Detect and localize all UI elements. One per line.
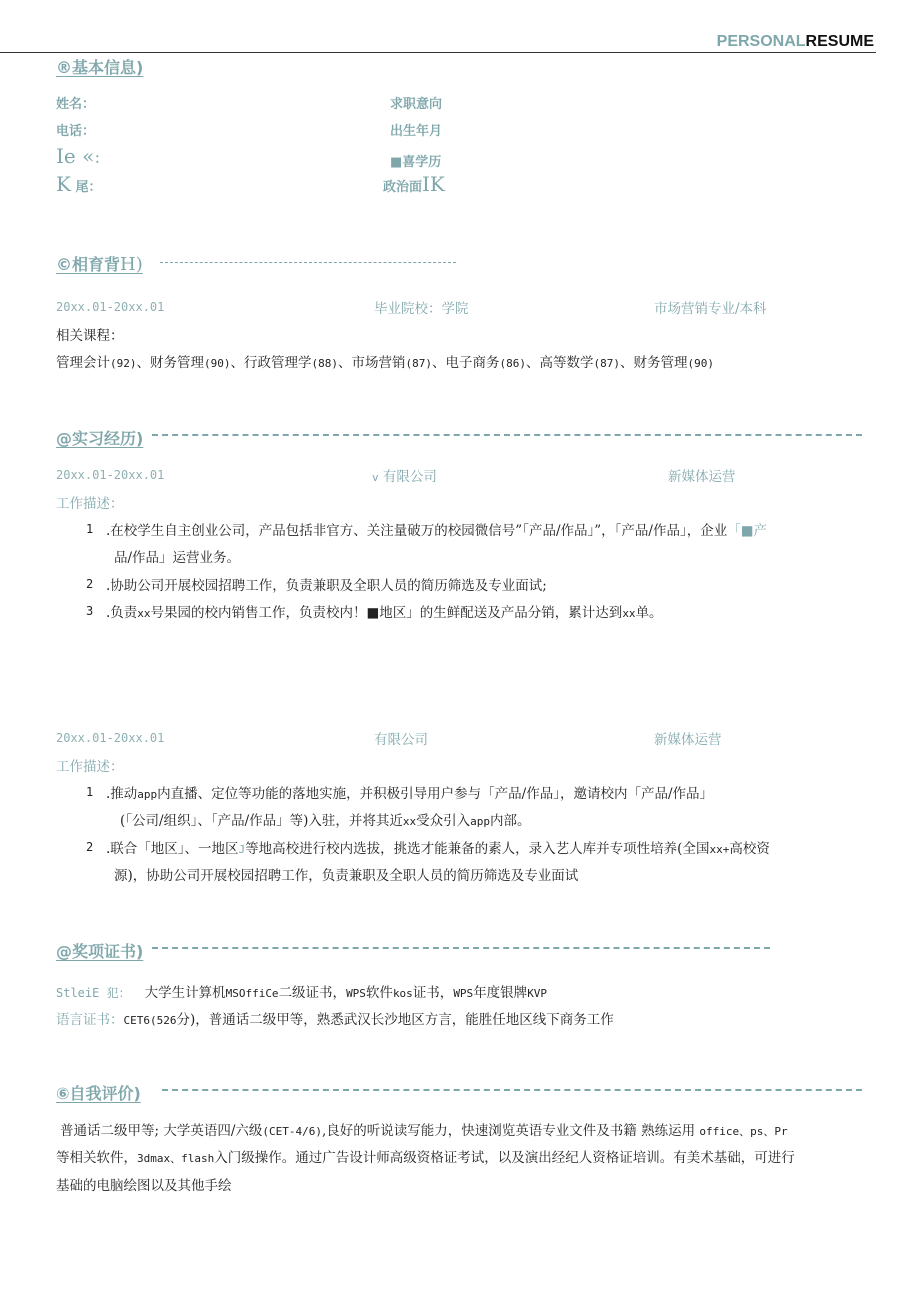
education-divider [160, 262, 456, 263]
course-3: 、行政管理学 [230, 355, 312, 371]
awards-row2-label: 语言证书： [56, 1012, 124, 1028]
self-l2-c: 入门级操作。通过广告设计师高级资格证考试，以及演出经纪人资格证培训。有美术基础，可进行 [214, 1150, 795, 1166]
awards-row2-b: 分)，普通话二级甲等，熟悉武汉长沙地区方言，能胜任地区线下商务工作 [176, 1012, 614, 1028]
job2-desc-label: 工作描述： [56, 759, 124, 775]
email-label: ： [94, 152, 108, 167]
phone-label: 电话： [56, 124, 96, 139]
job2-item1-l2b: xx [402, 815, 417, 828]
awards-row1-g: 证书， [412, 985, 454, 1001]
course-6: 、高等数学 [526, 355, 594, 371]
internship-title: @实习经历) [56, 429, 144, 448]
self-l1-c: (CET-4/6) [262, 1125, 323, 1138]
job1-item3-e: 单。 [635, 605, 663, 621]
self-l1-e: 熟练运用 [641, 1123, 696, 1139]
self-l1-a: 普通话二级甲等 [60, 1123, 155, 1139]
politics-glyph: IK [422, 172, 445, 196]
job2-item2-line1 [106, 837, 770, 857]
job1-item1-num: 1 [86, 522, 94, 536]
job2-company: 有限公司 [374, 732, 428, 748]
self-eval-line2 [56, 1146, 795, 1166]
job2-item1-b: app [137, 788, 158, 801]
course-4: 、市场营销 [338, 355, 406, 371]
address-label: 尾： [70, 180, 102, 195]
job2-item1-a: .推动 [106, 786, 138, 802]
job2-item2-c: 等地高校进行校内选拔，挑选才能兼备的素人，录入艺人库并专项性培养(全国 [245, 841, 710, 857]
job1-item1-line1 [106, 519, 767, 539]
self-eval-line1: 普通话二级甲等; 大学英语四/六级(CET-4/6),良好的听说读写能力，快速浏览英语专业文件及书籍 熟练运用 office、ps、Pr [60, 1123, 788, 1139]
politics-row [383, 172, 445, 196]
email-row [56, 144, 107, 168]
education-level-label: ■喜学历 [390, 155, 442, 170]
awards-row1-j: KVP [527, 987, 548, 1000]
job2-date: 20xx.01-20xx.01 [56, 731, 165, 745]
course-3-score: (88) [311, 357, 338, 370]
self-eval-line3: 基础的电脑绘图以及其他手绘 [56, 1178, 232, 1194]
awards-row1-a: 大学生计算机 [144, 985, 226, 1001]
course-2-score: (90) [204, 357, 231, 370]
education-title-text: ©相育背 [56, 255, 121, 274]
job2-item1-line2 [120, 809, 531, 829]
awards-row1 [56, 981, 547, 1001]
job2-item1-c: 内直播、定位等功能的落地实施，并积极引导用户参与「产品/作品」，邀请校内「产品/作品」 [157, 786, 714, 802]
awards-divider [152, 947, 770, 949]
education-major: 市场营销专业/本科 [654, 301, 767, 317]
awards-title: @奖项证书) [56, 942, 144, 961]
job1-item3-b: xx [137, 607, 151, 620]
awards-row1-label: StleiE 犯： [56, 986, 131, 1000]
email-glyph: Ie « [56, 144, 95, 168]
internship-divider [152, 434, 862, 436]
course-1-score: (92) [110, 357, 137, 370]
brand-title [717, 33, 874, 51]
job1-item1-tail: 「■产 [727, 523, 767, 539]
politics-label: 政治面 [383, 180, 423, 195]
job1-item1-line2: 品/作品」运营业务。 [114, 550, 241, 566]
address-glyph: K [56, 172, 71, 196]
job1-item3-line1 [106, 601, 663, 621]
education-date: 20xx.01-20xx.01 [56, 300, 165, 314]
education-school: 毕业院校：学院 [374, 301, 469, 317]
job1-item3-num: 3 [86, 604, 94, 618]
job2-item1-l2e: 内部。 [490, 813, 531, 829]
job2-item1-num: 1 [86, 785, 94, 799]
job2-item2-d: xx+ [709, 843, 730, 856]
job2-position: 新媒体运营 [654, 732, 722, 748]
course-4-score: (87) [405, 357, 432, 370]
basic-info-title: ®基本信息) [56, 58, 144, 77]
job2-item2-num: 2 [86, 840, 94, 854]
course-5: 、电子商务 [432, 355, 500, 371]
course-7: 、财务管理 [620, 355, 688, 371]
awards-row1-c: 二级证书， [278, 985, 347, 1001]
courses-list [56, 351, 714, 371]
job1-company-name: 有限公司 [382, 469, 437, 485]
address-row [56, 172, 101, 196]
job1-date: 20xx.01-20xx.01 [56, 468, 165, 482]
job2-item1-l2a: (「公司/组织」、「产品/作品」等)入驻，并将其近 [120, 813, 403, 829]
education-title [56, 252, 143, 275]
job2-item1-line1 [106, 782, 713, 802]
job1-item2-num: 2 [86, 577, 94, 591]
awards-row1-i: 年度银牌 [473, 985, 528, 1001]
job1-company-prefix: v [372, 471, 379, 484]
job1-company [372, 465, 437, 485]
self-l1-b: 大学英语四/六级 [163, 1123, 263, 1139]
header-divider [0, 52, 876, 53]
job1-item2-line1: .协助公司开展校园招聘工作，负责兼职及全职人员的简历筛选及专业面试; [106, 578, 547, 594]
job1-item3-c: 号果园的校内销售工作，负责校内！■地区」的生鲜配送及产品分销，累计达到 [150, 605, 623, 621]
self-l1-d: ,良好的听说读写能力，快速浏览英语专业文件及书籍 [322, 1123, 637, 1139]
course-7-score: (90) [687, 357, 714, 370]
self-l1-f: office、ps、Pr [699, 1125, 788, 1138]
self-l2-a: 等相关软件， [56, 1150, 137, 1166]
birth-label: 出生年月 [390, 124, 443, 139]
awards-row1-d: WPS [346, 987, 366, 1000]
self-eval-divider [162, 1089, 862, 1091]
awards-row1-b: MSOffiCe [225, 987, 279, 1000]
job2-item2-line2: 源)，协助公司开展校园招聘工作，负责兼职及全职人员的简历筛选及专业面试 [114, 868, 579, 884]
brand-resume: RESUME [805, 33, 874, 50]
awards-row1-f: kos [392, 987, 413, 1000]
course-6-score: (87) [593, 357, 620, 370]
intent-label: 求职意向 [390, 97, 443, 112]
job2-item1-l2c: 受众引入 [416, 813, 471, 829]
job1-item1-text: .在校学生自主创业公司，产品包括非官方、关注量破万的校园微信号”「产品/作品」”，「产品/作品」，企业 [106, 523, 728, 539]
self-l2-b: 3dmax、flash [137, 1152, 215, 1165]
course-5-score: (86) [499, 357, 526, 370]
job1-position: 新媒体运营 [668, 469, 736, 485]
job1-desc-label: 工作描述： [56, 496, 124, 512]
job1-item3-d: xx [622, 607, 636, 620]
brand-personal: PERSONAL [716, 33, 806, 50]
job2-item2-a: .联合「地区」、一地区 [106, 841, 239, 857]
job1-item3-a: .负责 [106, 605, 138, 621]
courses-label: 相关课程： [56, 328, 124, 344]
course-2: 、财务管理 [136, 355, 204, 371]
awards-row2 [56, 1008, 614, 1028]
course-1: 管理会计 [56, 355, 110, 371]
awards-row1-e: 软件 [365, 985, 393, 1001]
job2-item2-b: J [238, 843, 246, 856]
awards-row1-h: WPS [453, 987, 474, 1000]
job2-item1-l2d: app [470, 815, 491, 828]
job2-item2-e: 高校资 [729, 841, 770, 857]
self-eval-title: ⑥自我评价) [56, 1084, 141, 1103]
education-title-glyph: H) [120, 254, 143, 275]
awards-row2-a: CET6(526 [123, 1014, 177, 1027]
name-label: 姓名： [56, 97, 96, 112]
